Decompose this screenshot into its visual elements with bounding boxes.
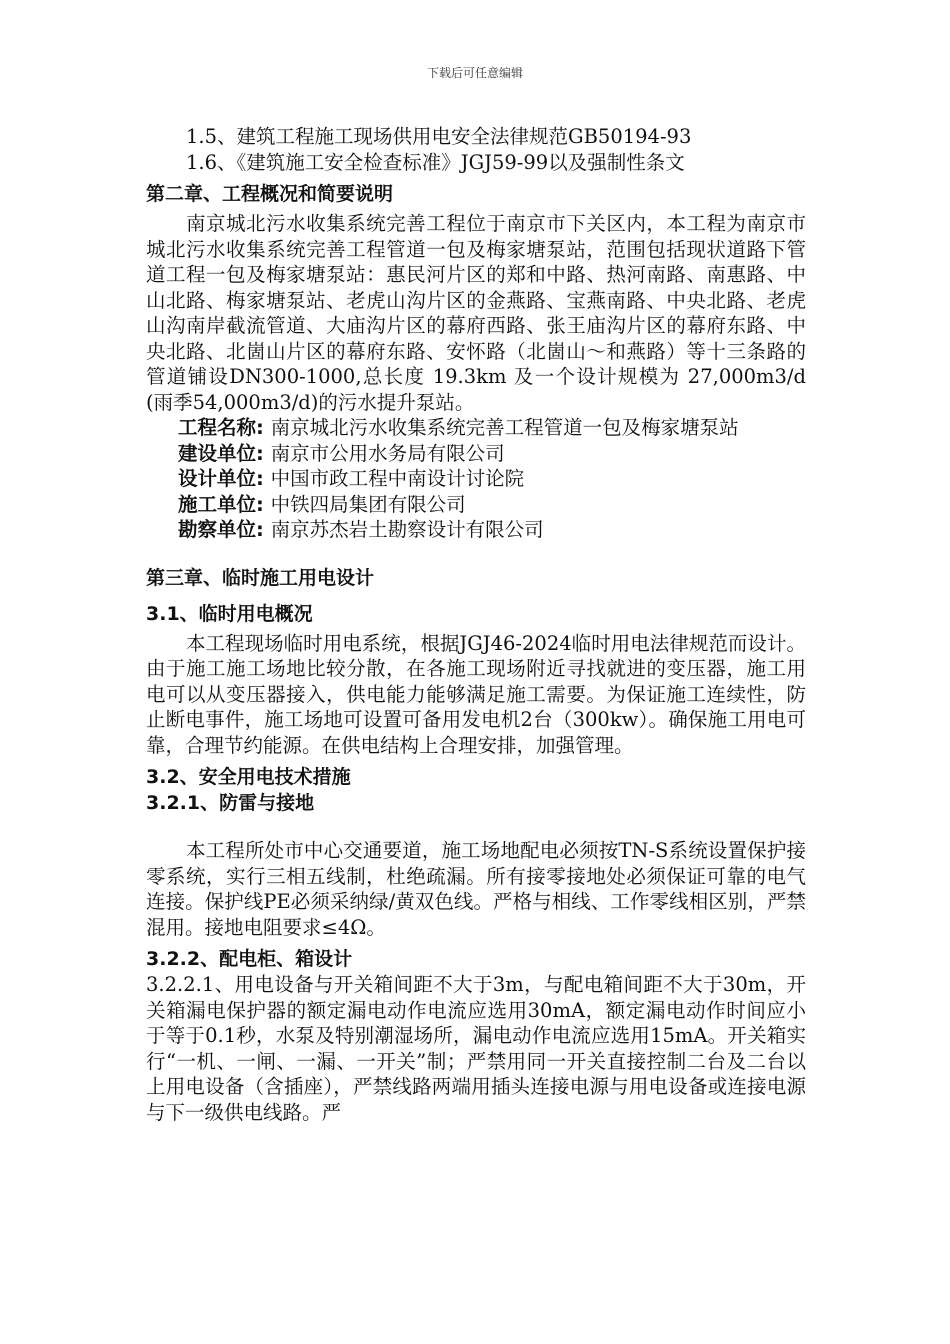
section-3-2-1-heading: 3.2.1、防雷与接地 xyxy=(146,792,315,814)
section-3-2-2-paragraph: 3.2.2.1、用电设备与开关箱间距不大于3m，与配电箱间距不大于30m，开关箱漏电保护器的额定漏电动作电流应选用30mA，额定漏电动作时间应小于等于0.1秒，水泵及特别潮湿场所，漏电动作电流应选用15mA。开关箱实行“一机、一闸、一漏、一开关”制；严禁用同一开关直接控制二台及二台以上用电设备（含插座），严禁线路两端用插头连接电源与用电设备或连接电源与下一级供电线路。严 xyxy=(146,973,806,1124)
info-value: 南京市公用水务局有限公司 xyxy=(270,441,505,465)
section-3-2-1-paragraph: 本工程所处市中心交通要道，施工场地配电必须按TN-S系统设置保护接零系统，实行三相五线制，杜绝疏漏。所有接零接地处必须保证可靠的电气连接。保护线PE必须采纳绿/黄双色线。严格与相线、工作零线相区别，严禁混用。接地电阻要求≤4Ω。 xyxy=(146,839,806,939)
page-content xyxy=(146,124,806,1125)
info-value: 南京城北污水收集系统完善工程管道一包及梅家塘泵站 xyxy=(270,416,739,439)
section-3-2-2-heading: 3.2.2、配电柜、箱设计 xyxy=(146,948,353,970)
info-value: 中铁四局集团有限公司 xyxy=(270,492,466,516)
info-surveyor: 勘察单位: 南京苏杰岩土勘察设计有限公司 xyxy=(178,518,544,541)
info-label: 勘察单位 xyxy=(178,518,257,541)
info-label: 设计单位 xyxy=(178,467,257,490)
page-header: 下载后可任意编辑 xyxy=(426,66,523,80)
info-label: 建设单位 xyxy=(178,441,257,465)
section-3-1-heading: 3.1、临时用电概况 xyxy=(146,602,313,625)
reference-1-6: 1.6、《建筑施工安全检查标准》JGJ59-99以及强制性条文 xyxy=(186,150,685,174)
info-label: 工程名称 xyxy=(178,416,257,439)
info-value: 南京苏杰岩土勘察设计有限公司 xyxy=(270,518,544,541)
info-project-name: 工程名称: 南京城北污水收集系统完善工程管道一包及梅家塘泵站 xyxy=(178,416,739,439)
chapter-3-heading: 第三章、临时施工用电设计 xyxy=(146,566,375,589)
info-builder: 建设单位: 南京市公用水务局有限公司 xyxy=(178,441,505,465)
info-label: 施工单位 xyxy=(178,492,257,516)
info-constructor: 施工单位: 中铁四局集团有限公司 xyxy=(178,492,466,516)
section-3-1-paragraph: 本工程现场临时用电系统，根据JGJ46-2024临时用电法律规范而设计。由于施工施工场地比较分散，在各施工现场附近寻找就进的变压器，施工用电可以从变压器接入，供电能力能够满足施工需要。为保证施工连续性，防止断电事件，施工场地可设置可备用发电机2台（300kw）。确保施工用电可靠，合理节约能源。在供电结构上合理安排，加强管理。 xyxy=(146,631,806,757)
section-3-2-heading: 3.2、安全用电技术措施 xyxy=(146,766,351,788)
info-designer: 设计单位: 中国市政工程中南设计讨论院 xyxy=(178,467,525,490)
reference-1-5: 1.5、建筑工程施工现场供用电安全法律规范GB50194-93 xyxy=(186,125,692,148)
chapter-2-paragraph: 南京城北污水收集系统完善工程位于南京市下关区内，本工程为南京市城北污水收集系统完善工程管道一包及梅家塘泵站，范围包括现状道路下管道工程一包及梅家塘泵站：惠民河片区的郑和中路、热河南路、南惠路、中山北路、梅家塘泵站、老虎山沟片区的金燕路、宝燕南路、中央北路、老虎山沟南岸截流管道、大庙沟片区的幕府西路、张王庙沟片区的幕府东路、中央北路、北崮山片区的幕府东路、安怀路（北崮山～和燕路）等十三条路的管道铺设DN300-1000,总长度 19.3km 及一个设计规模为 27,000m3/d (雨季54,000m3/d)的污水提升泵站。 xyxy=(146,212,806,414)
chapter-2-heading: 第二章、工程概况和简要说明 xyxy=(146,183,394,205)
info-value: 中国市政工程中南设计讨论院 xyxy=(270,467,525,490)
